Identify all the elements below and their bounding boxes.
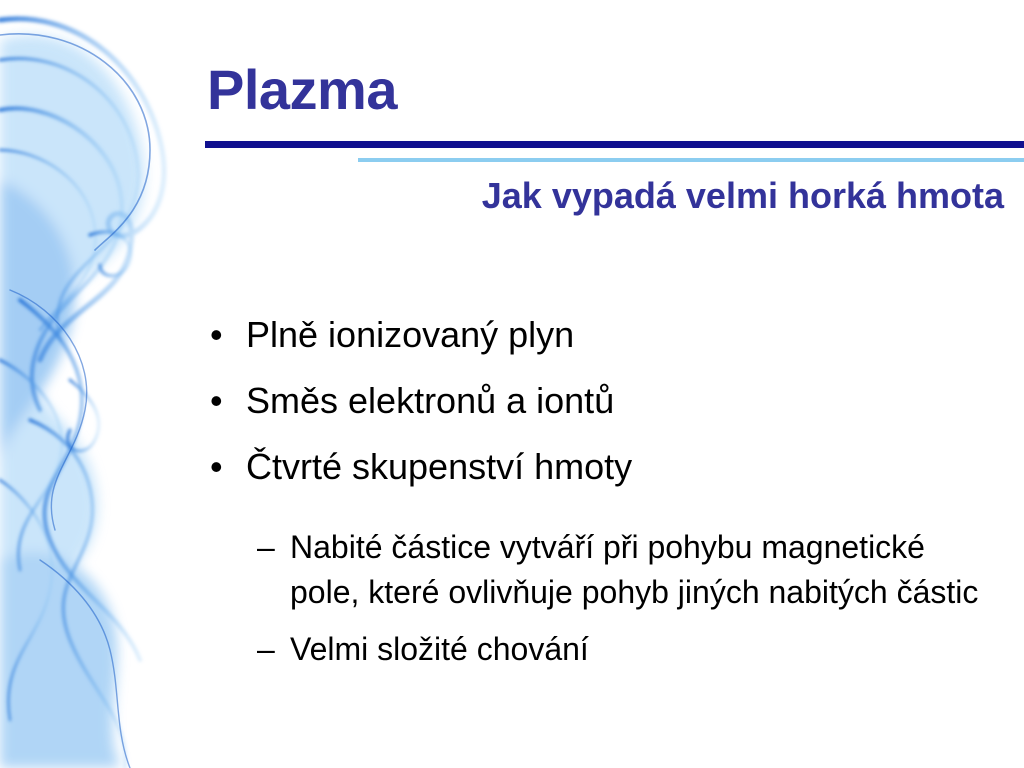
sub-bullet-item (257, 627, 997, 672)
sub-bullet-text: Velmi složité chování (290, 631, 589, 667)
page-title: Plazma (207, 58, 397, 121)
bullet-item (206, 434, 632, 500)
subtitle: Jak vypadá velmi horká hmota (481, 175, 1004, 216)
sub-bullet-list (257, 525, 997, 684)
bullet-item (206, 302, 632, 368)
bullet-text: Směs elektronů a iontů (246, 380, 615, 421)
bullet-dot: • (210, 446, 223, 487)
bullet-dot: • (210, 380, 223, 421)
bullet-text: Čtvrté skupenství hmoty (246, 446, 633, 487)
dash-marker: – (257, 631, 275, 667)
bullet-item (206, 368, 632, 434)
bullet-text: Plně ionizovaný plyn (246, 314, 575, 355)
bullet-list (206, 302, 632, 500)
title-rule-light (358, 158, 1024, 162)
blue-smoke-image (0, 0, 200, 768)
sub-bullet-text: Nabité částice vytváří při pohybu magnetické pole, které ovlivňuje pohyb jiných nabitých částic (290, 529, 979, 610)
sub-bullet-item (257, 525, 997, 615)
bullet-dot: • (210, 314, 223, 355)
dash-marker: – (257, 529, 275, 565)
title-rule-dark (205, 141, 1024, 148)
